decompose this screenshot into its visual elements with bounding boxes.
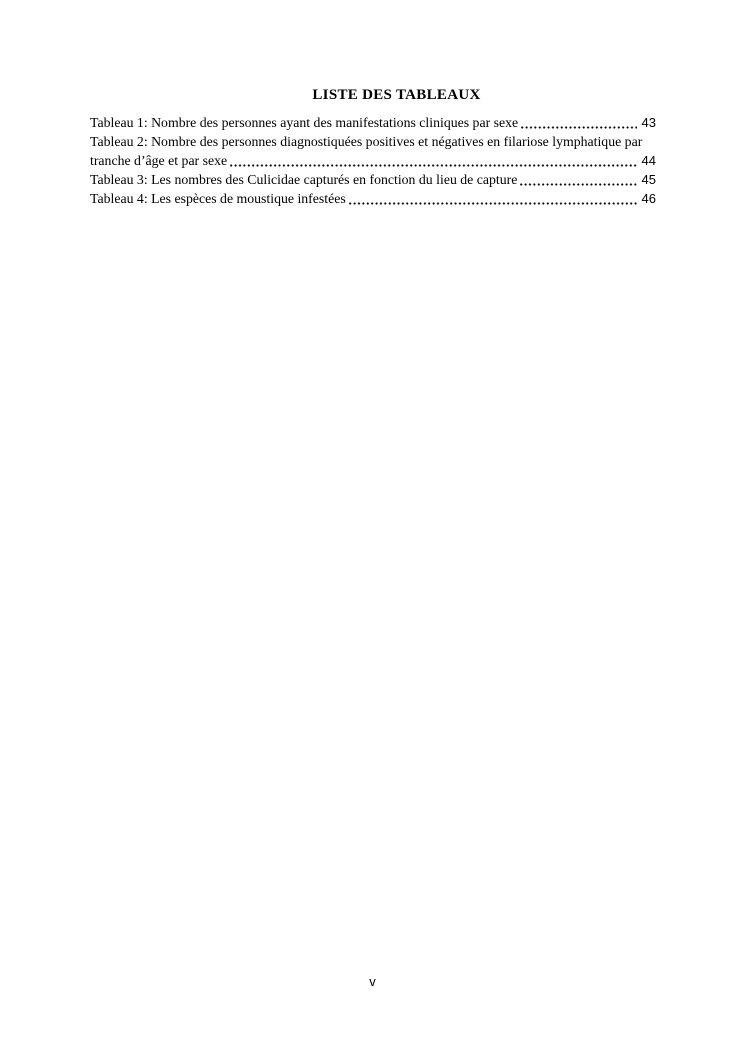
toc-page-number: 45 [641, 172, 656, 187]
toc-entry-label: Tableau 2: Nombre des personnes diagnostiquées positives et négatives en filariose lymphatique par [90, 134, 643, 149]
page-footer [0, 974, 745, 990]
toc-entry-tableau-4[interactable] [90, 189, 656, 208]
toc-page-number: 43 [641, 115, 656, 130]
footer-page-number: v [369, 974, 376, 989]
toc-entry-tableau-1[interactable] [90, 113, 656, 132]
dot-leader [519, 170, 637, 189]
toc-entry-label: Tableau 1: Nombre des personnes ayant des manifestations cliniques par sexe [90, 115, 519, 130]
toc-page-number: 44 [641, 153, 656, 168]
dot-leader [348, 189, 637, 208]
dot-leader [229, 151, 637, 170]
toc-entry-label-continued: tranche d’âge et par sexe [90, 153, 228, 168]
toc-entry-label: Tableau 4: Les espèces de moustique infestées [90, 191, 346, 206]
toc-entry-tableau-2-line2[interactable] [90, 151, 656, 170]
list-of-tables [90, 113, 656, 208]
toc-page-number: 46 [641, 191, 656, 206]
toc-entry-label: Tableau 3: Les nombres des Culicidae capturés en fonction du lieu de capture [90, 172, 518, 187]
page-title: LISTE DES TABLEAUX [312, 87, 481, 103]
dot-leader [520, 113, 637, 132]
toc-entry-tableau-2-line1[interactable] [90, 132, 656, 151]
toc-entry-tableau-3[interactable] [90, 170, 656, 189]
